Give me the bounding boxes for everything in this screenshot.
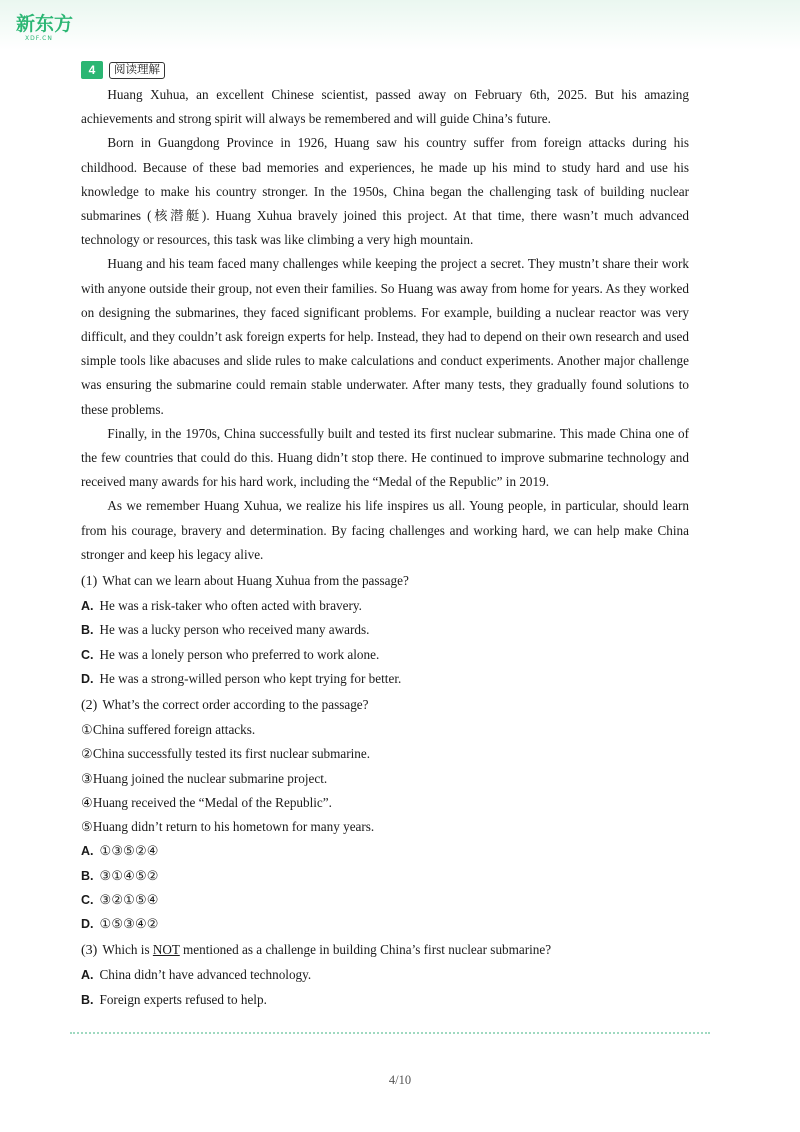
option-text: ①⑤③④② xyxy=(99,915,159,931)
option-b[interactable] xyxy=(81,988,689,1012)
option-text: China didn’t have advanced technology. xyxy=(99,967,312,983)
question-text: What can we learn about Huang Xuhua from the passage? xyxy=(102,573,409,589)
event-item-5: ⑤Huang didn’t return to his hometown for many years. xyxy=(81,819,375,835)
passage-paragraph-2: Born in Guangdong Province in 1926, Huang saw his country suffer from foreign attacks during his childhood. Because of these bad memories and experiences, he made up his mind to study hard and use his knowledge to make his country stronger. In the 1950s, China began the challenging task of building nuclear submarines (核潜艇). Huang Xuhua bravely joined this project. At that time, there wasn’t much advanced technology or resources, this task was like climbing a very high mountain. xyxy=(81,135,689,248)
question-3 xyxy=(81,938,689,1012)
reading-passage xyxy=(81,83,689,567)
event-item-3: ③Huang joined the nuclear submarine project. xyxy=(81,770,328,786)
header-band xyxy=(0,0,800,50)
section-number-badge: 4 xyxy=(81,61,103,79)
question-number: (3) xyxy=(81,943,98,959)
event-item-2: ②China successfully tested its first nuclear submarine. xyxy=(81,746,371,762)
option-a[interactable] xyxy=(81,839,689,863)
option-c[interactable] xyxy=(81,643,689,667)
passage-paragraph-3: Huang and his team faced many challenges while keeping the project a secret. They mustn’t share their work with anyone outside their group, not even their families. So Huang was away from home for years. As they worked on designing the submarines, they faced significant problems. For example, building a nuclear reactor was very difficult, and they couldn’t ask foreign experts for help. Instead, they had to depend on their own research and used simple tools like abacuses and slide rules to make calculations and conduct experiments. Another major challenge was ensuring the submarine could remain stable underwater. After many tests, they gradually found solutions to these problems. xyxy=(81,256,689,417)
option-b[interactable] xyxy=(81,618,689,642)
section-type-label: 阅读理解 xyxy=(109,62,165,79)
question-text-emphasis: NOT xyxy=(152,942,180,958)
question-number: (1) xyxy=(81,574,98,590)
page-number: 4/10 xyxy=(388,1073,412,1087)
question-text-before: Which is xyxy=(102,942,153,958)
passage-paragraph-1: Huang Xuhua, an excellent Chinese scientist, passed away on February 6th, 2025. But his amazing achievements and strong spirit will always be remembered and will guide China’s future. xyxy=(81,87,689,127)
passage-paragraph-4: Finally, in the 1970s, China successfully built and tested its first nuclear submarine. This made China one of the few countries that could do this. Huang didn’t stop there. He continued to improve submarine technology and received many awards for his hard work, including the “Medal of the Republic” in 2019. xyxy=(81,425,689,490)
logo-text: 新东方 xyxy=(16,13,74,35)
xdf-logo xyxy=(16,8,76,42)
option-a[interactable] xyxy=(81,963,689,987)
event-item-1: ①China suffered foreign attacks. xyxy=(81,722,256,738)
question-1 xyxy=(81,569,689,691)
event-item-4: ④Huang received the “Medal of the Republic”. xyxy=(81,794,332,810)
option-a[interactable] xyxy=(81,594,689,618)
option-text: He was a strong-willed person who kept trying for better. xyxy=(99,670,402,686)
section-header xyxy=(81,60,689,80)
option-letter: B. xyxy=(81,992,94,1007)
question-stem xyxy=(81,569,689,594)
option-letter: D. xyxy=(81,671,94,686)
option-text: He was a risk-taker who often acted with bravery. xyxy=(99,598,362,614)
question-text-after: mentioned as a challenge in building China’s first nuclear submarine? xyxy=(179,942,552,958)
option-letter: A. xyxy=(81,968,94,983)
option-letter: B. xyxy=(81,868,94,883)
passage-paragraph-5: As we remember Huang Xuhua, we realize his life inspires us all. Young people, in particular, should learn from his courage, bravery and determination. By facing challenges and working hard, we can help make China stronger and keep his legacy alive. xyxy=(81,498,689,562)
option-d[interactable] xyxy=(81,912,689,936)
option-letter: C. xyxy=(81,647,94,662)
question-text: What’s the correct order according to the passage? xyxy=(102,697,369,713)
footer-divider xyxy=(70,1032,710,1034)
option-letter: A. xyxy=(81,599,94,614)
question-number: (2) xyxy=(81,698,98,714)
option-text: ①③⑤②④ xyxy=(99,843,159,859)
option-text: He was a lonely person who preferred to work alone. xyxy=(99,646,380,662)
logo-sub: XDF.CN xyxy=(25,35,53,42)
option-d[interactable] xyxy=(81,667,689,691)
option-text: ③①④⑤② xyxy=(99,867,159,883)
option-letter: C. xyxy=(81,892,94,907)
option-letter: A. xyxy=(81,844,94,859)
option-c[interactable] xyxy=(81,888,689,912)
option-b[interactable] xyxy=(81,864,689,888)
option-letter: B. xyxy=(81,623,94,638)
page-content xyxy=(81,60,689,1012)
option-text: Foreign experts refused to help. xyxy=(99,991,267,1007)
option-text: ③②①⑤④ xyxy=(99,891,159,907)
option-text: He was a lucky person who received many awards. xyxy=(99,622,370,638)
question-stem xyxy=(81,938,689,963)
question-stem xyxy=(81,693,689,718)
question-2 xyxy=(81,693,689,936)
option-letter: D. xyxy=(81,916,94,931)
